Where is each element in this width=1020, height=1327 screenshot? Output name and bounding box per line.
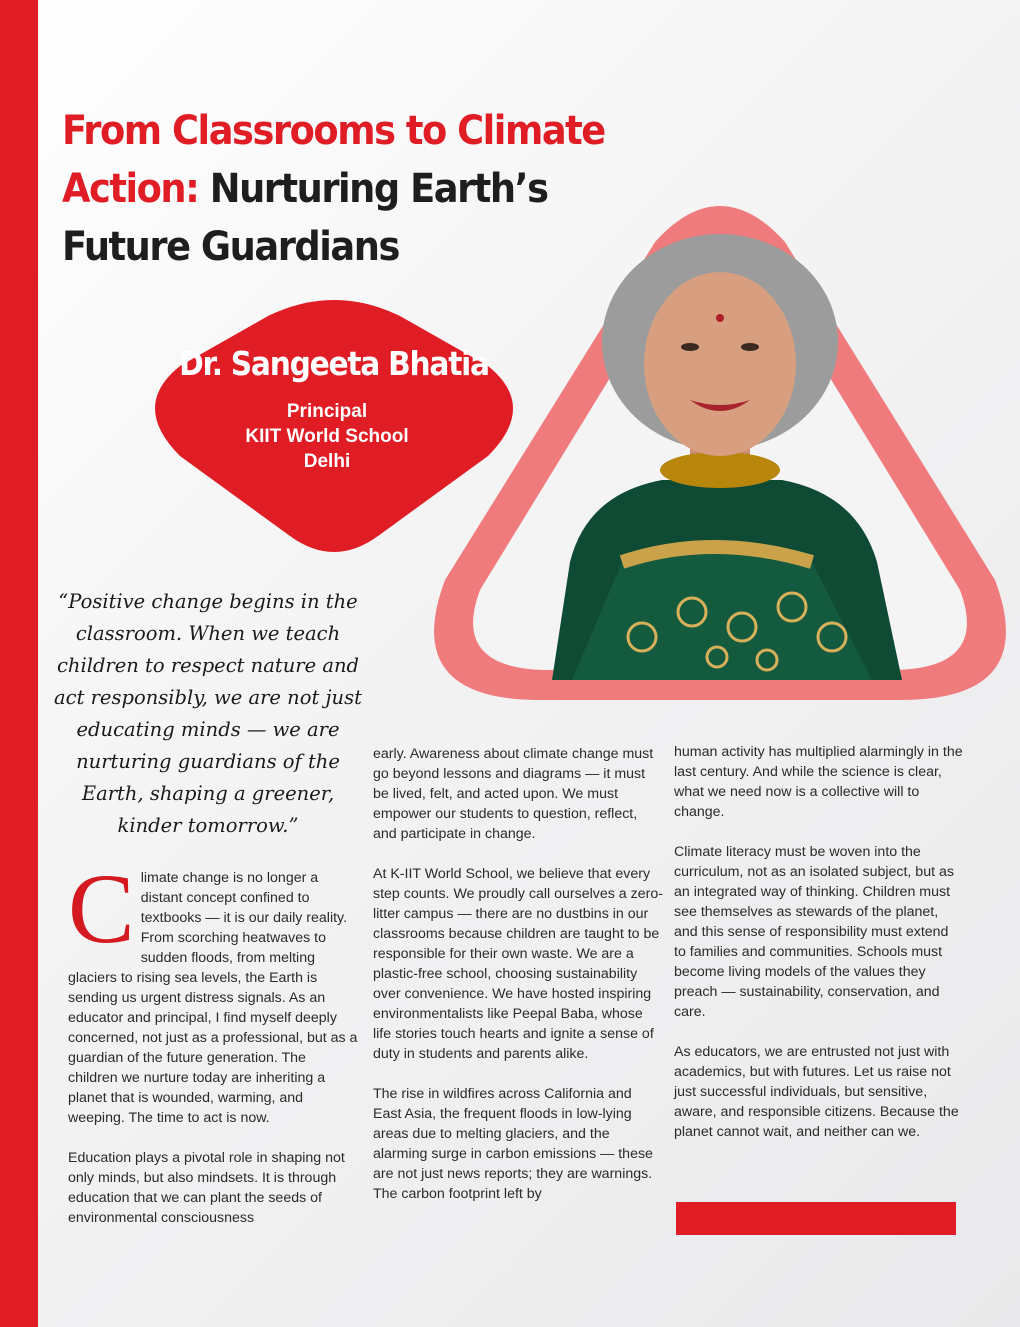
left-accent-bar <box>0 0 38 1327</box>
article-column-3 <box>674 742 964 1162</box>
drop-cap: C <box>68 853 135 964</box>
pull-quote: “Positive change begins in the classroom. When we teach children to respect nature and act responsibly, we are not just educating minds — we are nurturing guardians of the Earth, shaping a greener, kinder tomorrow.” <box>54 590 362 837</box>
author-school: KIIT World School <box>245 426 409 447</box>
paragraph-7: Climate literacy must be woven into the curriculum, not as an isolated subject, but as an integrated way of thinking. Children must see themselves as stewards of the planet, and this sense of responsibility must extend to families and communities. Schools must become living models of the values they preach — sustainability, conservation, and care. <box>674 844 954 1020</box>
author-role: Principal <box>286 401 368 422</box>
paragraph-4: At K-IIT World School, we believe that every step counts. We proudly call ourselves a zero-litter campus — there are no dustbins in our classrooms because children are taught to be responsible for their own waste. We are a plastic-free school, choosing sustainability over convenience. We have hosted inspiring environmentalists like Peepal Baba, whose life stories touch hearts and ignite a sense of duty in students and parents alike. <box>373 866 663 1062</box>
paragraph-8: As educators, we are entrusted not just with academics, but with futures. Let us raise not just successful individuals, but sensitive, aware, and responsible citizens. Because the planet cannot wait, and neither can we. <box>674 1044 959 1140</box>
author-photo <box>512 232 930 680</box>
title-highlight: From Classrooms to Climate Action: <box>62 108 605 212</box>
author-name: Dr. Sangeeta Bhatia <box>179 344 489 383</box>
author-city: Delhi <box>303 451 351 472</box>
paragraph-3: early. Awareness about climate change must go beyond lessons and diagrams — it must be lived, felt, and acted upon. We must empower our students to question, reflect, and participate in change. <box>373 746 654 842</box>
title-rest: Nurturing Earth’s Future Guardians <box>62 166 548 270</box>
paragraph-5: The rise in wildfires across California and East Asia, the frequent floods in low-lying areas due to melting glaciers, and the alarming surge in carbon emissions — these are not just news reports; they are warnings. The carbon footprint left by <box>373 1086 653 1202</box>
author-details <box>200 399 454 474</box>
paragraph-1-text: limate change is no longer a distant concept confined to textbooks — it is our daily reality. From scorching heatwaves to sudden floods, from melting glaciers to rising sea levels, the Earth is sending us urgent distress signals. As an educator and principal, I find myself deeply concerned, not just as a professional, but as a guardian of the future generation. The children we nurture today are inheriting a planet that is wounded, warming, and weeping. The time to act is now. <box>68 870 358 1126</box>
paragraph-1 <box>68 853 358 1128</box>
paragraph-6: human activity has multiplied alarmingly in the last century. And while the science is clear, what we need now is a collective will to change. <box>674 744 963 820</box>
article-column-2 <box>373 744 663 1224</box>
paragraph-2: Education plays a pivotal role in shaping not only minds, but also mindsets. It is through education that we can plant the seeds of environmental consciousness <box>68 1150 345 1226</box>
footer-accent-bar <box>676 1202 956 1235</box>
article-column-1 <box>68 853 358 1248</box>
